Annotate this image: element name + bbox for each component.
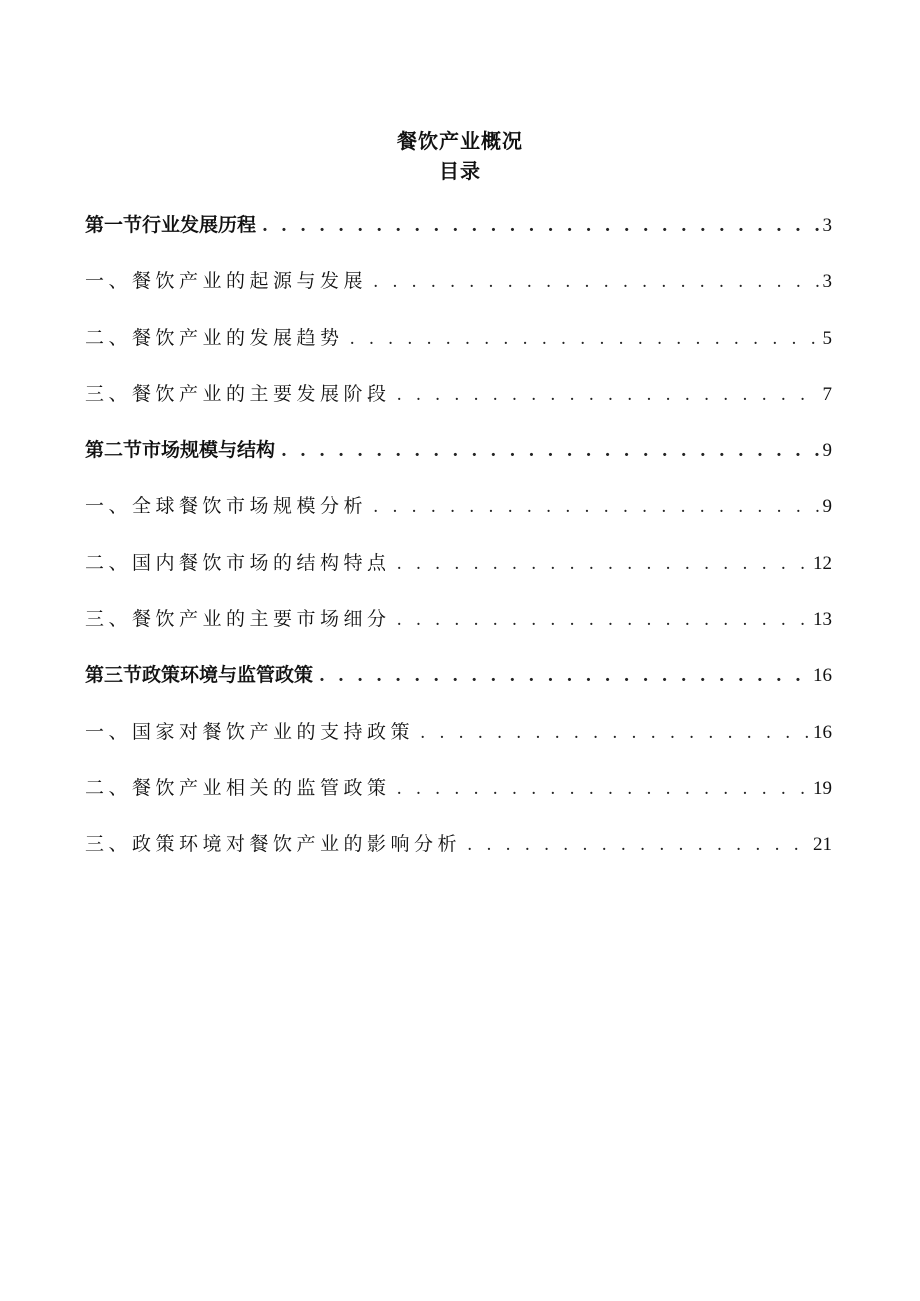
toc-entry-item[interactable] (85, 599, 832, 655)
toc-page-number: 9 (822, 440, 832, 462)
toc-entry-section-2[interactable] (85, 430, 832, 486)
toc-entry-label: 一、全球餐饮市场规模分析 (85, 495, 368, 518)
toc-leader-dots (373, 262, 819, 302)
document-title: 餐饮产业概况 (397, 129, 523, 153)
toc-leader-dots (319, 656, 810, 696)
toc-entry-item[interactable] (85, 318, 832, 374)
toc-entry-item[interactable] (85, 543, 832, 599)
toc-leader-dots (397, 600, 810, 640)
toc-entry-label: 二、餐饮产业相关的监管政策 (85, 776, 391, 799)
toc-page-number: 5 (822, 327, 832, 349)
toc-leader-dots (467, 825, 810, 865)
toc-page-number: 12 (813, 552, 832, 574)
toc-entry-label: 二、餐饮产业的发展趋势 (85, 326, 344, 349)
toc-entry-label: 一、国家对餐饮产业的支持政策 (85, 720, 415, 743)
toc-entry-label: 三、政策环境对餐饮产业的影响分析 (85, 833, 462, 856)
toc-page-number: 7 (822, 383, 832, 405)
toc-entry-label: 一、餐饮产业的起源与发展 (85, 270, 368, 293)
toc-entry-section-3[interactable] (85, 655, 832, 711)
toc-page-number: 19 (813, 777, 832, 799)
table-of-contents (85, 205, 832, 881)
toc-entry-item[interactable] (85, 824, 832, 880)
toc-leader-dots (397, 375, 819, 415)
toc-leader-dots (281, 431, 819, 471)
toc-leader-dots (373, 487, 819, 527)
toc-page-number: 3 (822, 271, 832, 293)
toc-entry-label: 第二节市场规模与结构 (85, 439, 276, 462)
toc-page-number: 13 (813, 609, 832, 631)
toc-entry-label: 第三节政策环境与监管政策 (85, 664, 314, 687)
toc-page-number: 3 (822, 215, 832, 236)
toc-entry-item[interactable] (85, 486, 832, 542)
toc-entry-label: 三、餐饮产业的主要市场细分 (85, 608, 391, 631)
toc-page-number: 9 (822, 496, 832, 518)
toc-entry-label: 二、国内餐饮市场的结构特点 (85, 551, 391, 574)
toc-leader-dots (397, 769, 810, 809)
toc-entry-item[interactable] (85, 768, 832, 824)
toc-entry-item[interactable] (85, 712, 832, 768)
toc-entry-label: 第一节行业发展历程 (85, 214, 257, 236)
toc-page-number: 16 (813, 665, 832, 687)
toc-leader-dots (262, 206, 819, 246)
toc-leader-dots (350, 319, 819, 359)
toc-leader-dots (397, 544, 810, 584)
toc-page-number: 21 (813, 834, 832, 856)
toc-entry-section-1[interactable] (85, 205, 832, 261)
toc-entry-label: 三、餐饮产业的主要发展阶段 (85, 382, 391, 405)
toc-leader-dots (420, 713, 810, 753)
toc-entry-item[interactable] (85, 374, 832, 430)
toc-page-number: 16 (813, 721, 832, 743)
toc-heading: 目录 (439, 159, 481, 183)
toc-entry-item[interactable] (85, 261, 832, 317)
